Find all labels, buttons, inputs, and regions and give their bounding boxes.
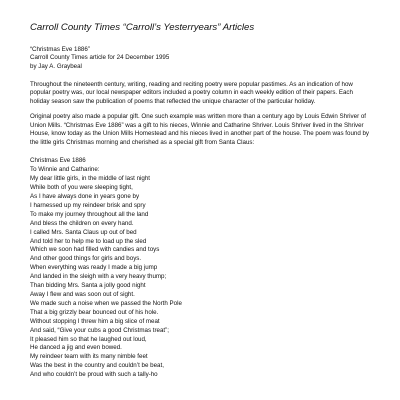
poem-line: When everything was ready I made a big jump bbox=[30, 264, 158, 272]
intro-paragraph: Throughout the nineteenth century, writing, reading and reciting poetry were popular pastimes. As an indication of how popular poetry was, our local newspaper editors included a poetry column in each weekly edition of their papers. Each holiday season saw the publication of poems that reflected the unique character of the particular holiday. bbox=[30, 80, 353, 105]
document-title: Carroll County Times “Carroll’s Yesterryears” Articles bbox=[30, 22, 255, 33]
poem-line: I harnessed up my reindeer brisk and spry bbox=[30, 201, 146, 209]
article-byline bbox=[30, 46, 372, 71]
poem-line: To make my journey throughout all the land bbox=[30, 210, 149, 218]
poem-line: Was the best in the country and couldn’t be beat, bbox=[30, 362, 164, 370]
poem-line: Christmas Eve 1886 bbox=[30, 157, 86, 165]
poem-line: And bless the children on every hand. bbox=[30, 219, 134, 227]
poem-line: As I have always done in years gone by bbox=[30, 193, 140, 201]
poem-line: And said, “Give your cubs a good Christmas treat”; bbox=[30, 326, 169, 334]
poem-line: And who couldn’t be proud with such a tally-ho bbox=[30, 371, 158, 379]
poem-line: My dear little girls, in the middle of last night bbox=[30, 175, 151, 183]
poem-line: I called Mrs. Santa Claus up out of bed bbox=[30, 228, 137, 236]
poem bbox=[30, 157, 372, 380]
poem-line: My reindeer team with its many nimble feet bbox=[30, 353, 148, 361]
poem-line: And told her to help me to load up the sled bbox=[30, 237, 147, 245]
poem-line: Without stopping I threw him a big slice of meat bbox=[30, 317, 160, 325]
poem-line: Which we soon had filled with candies and toys bbox=[30, 246, 160, 254]
poem-line: That a big grizzly bear bounced out of his hole. bbox=[30, 308, 159, 316]
poem-line: Than bidding Mrs. Santa a jolly good night bbox=[30, 282, 146, 290]
gift-paragraph: Original poetry also made a popular gift. One such example was written more than a century ago by Louis Edwin Shriver of Union Mills. “Christmas Eve 1886” was a gift to his nieces, Winnie and Catharine Shriver. Louis Shriver lived in the Shriver House, know today as the Union Mills Homestead and his nieces lived in another part of the house. The poem was found by the little girls Christmas morning and cherished as a special gift from Santa Claus: bbox=[30, 113, 370, 146]
poem-line: And landed in the sleigh with a very heavy thump; bbox=[30, 273, 167, 281]
poem-line: Away I flew and was soon out of sight. bbox=[30, 290, 135, 298]
poem-line: It pleased him so that he laughed out loud, bbox=[30, 335, 147, 343]
poem-line: While both of you were sleeping tight, bbox=[30, 184, 133, 192]
article-source: Carroll County Times article for 24 December 1995 bbox=[30, 54, 170, 62]
article-author: by Jay A. Graybeal bbox=[30, 62, 82, 70]
poem-line: To Winnie and Catharine: bbox=[30, 166, 100, 174]
poem-line: And other good things for girls and boys. bbox=[30, 255, 142, 263]
poem-line: He danced a jig and even bowed. bbox=[30, 344, 122, 352]
article-name: “Christmas Eve 1886” bbox=[30, 46, 90, 53]
poem-line: We made such a noise when we passed the North Pole bbox=[30, 299, 182, 307]
